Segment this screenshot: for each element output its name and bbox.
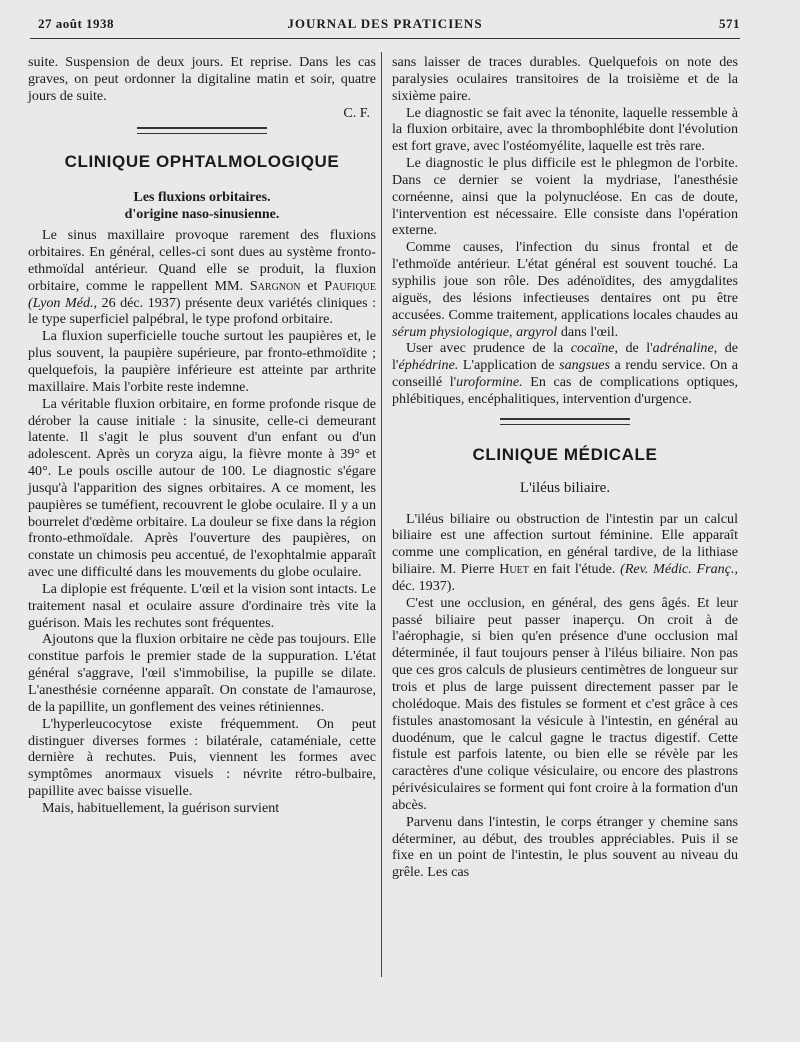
text-run: de l' — [392, 340, 739, 374]
text-run: Le sinus maxillaire provoque rarement des fluxions orbitaires. En général, celles-ci sont dues au système fronto-ethmoïdal antérieur. Quand elle se produit, la fluxion orbitaire, comme le rappellent MM. — [28, 227, 376, 294]
section-divider — [500, 418, 630, 425]
issue-date: 27 août 1938 — [38, 16, 115, 31]
paragraph-causes — [392, 239, 738, 340]
paragraph-ileus-1 — [392, 511, 738, 595]
text-run: En cas de complications optiques, phlébitiques, encéphalitiques, intervention d'urgence. — [392, 374, 738, 407]
paragraph-phlegmon: Le diagnostic le plus difficile est le phlegmon de l'orbite. Dans ce dernier se voient la mydriase, l'anesthésie cornéenne, ainsi que la polynucléose. En cas de doute, l'intervention est nécessaire. Elle consiste dans l'opération externe. — [392, 155, 738, 239]
paragraph-3: La véritable fluxion orbitaire, en forme profonde risque de dérober la cause initiale : la sinusite, celle-ci demeurant latente. Il s'agit le plus souvent d'un enfant ou d'un adolescent. Après un coryza aigu, la fièvre monte à 39° et 40°. Le pouls oscille autour de 100. Le diagnostic s'égare jusqu'à l'apparition des signes orbitaires. A ce moment, les paupières se tuméfient, recouvrent le globe oculaire. Il y a un bourrelet d'œdème orbitaire. La douleur se fixe dans la région fronto-ethmoïdale. Après l'ouverture des paupières, on constate un chimosis peu accentué, de l'exophtalmie apparaît avec une difficulté dans les mouvements du globe oculaire. — [28, 395, 376, 581]
journal-reference: (Rev. Médic. Franç., — [620, 561, 738, 578]
journal-title: JOURNAL DES PRATICIENS — [287, 16, 483, 31]
page-number: 571 — [719, 16, 740, 31]
section-title-medicale: CLINIQUE MÉDICALE — [472, 444, 658, 464]
text-run: de l' — [625, 340, 653, 357]
text-run: 26 déc. 1937) présente deux variétés cliniques : le type superficiel palpébral, le type profond orbitaire. — [28, 294, 376, 328]
italic-term: sérum physiologique, argyrol — [392, 323, 558, 340]
right-intro-paragraph: sans laisser de traces durables. Quelquefois on note des paralysies oculaires transitoires de la troisième et de la sixième paire. — [392, 54, 738, 104]
text-run: L'iléus biliaire ou obstruction de l'intestin par un calcul biliaire est une affection surtout féminine. Elle apparaît comme une complication, en général tardive, de la lithiase biliaire. M. Pierre — [392, 510, 738, 578]
paragraph-ileus-3: Parvenu dans l'intestin, le corps étranger y chemine sans déterminer, au début, des troubles appréciables. Puis il se fixe en un point de l'intestin, le plus souvent au niveau du grêle. Les cas — [392, 813, 738, 881]
paragraph-1 — [28, 227, 376, 328]
italic-term: uroformine. — [456, 374, 523, 391]
paragraph-6: L'hyperleucocytose existe fréquemment. On peut distinguer diverses formes : bilatérale, cataméniale, cette dernière à rechutes. Puis, viennent les formes avec symptômes anormaux visuels : névrite rétro-bulbaire, papillite avec baisse visuelle. — [28, 715, 376, 800]
text-run: Comme causes, l'infection du sinus frontal et de l'ethmoïde antérieur. L'état général est souvent touché. La syphilis joue son rôle. Des adénoïdites, des amygdalites aiguës, des lésions infectieuses dentaires ont pu être accusées. Comme traitement, applications locales chaudes au — [392, 239, 738, 323]
left-intro-paragraph: suite. Suspension de deux jours. Et reprise. Dans les cas graves, on peut ordonner la digitaline matin et soir, quatre jours de suite. — [28, 54, 376, 104]
italic-term: éphédrine. — [398, 357, 459, 374]
article-title-ileus: L'iléus biliaire. — [519, 479, 611, 496]
article-title-fluxions — [28, 189, 376, 223]
paragraph-5: Ajoutons que la fluxion orbitaire ne cède pas toujours. Elle constitue parfois le premier stade de la suppuration. L'état général s'aggrave, l'œil s'immobilise, la pupille se dilate. L'anesthésie cornéenne apparaît. On constate de l'amaurose, de la papillite, un gonflement des veines rétiniennes. — [28, 631, 376, 715]
journal-reference: (Lyon Méd., — [28, 294, 98, 311]
running-header — [30, 14, 740, 36]
header-rule — [30, 38, 740, 39]
author-name-paufique: Paufique — [324, 277, 377, 294]
article-title-line-2: d'origine naso-sinusienne. — [124, 207, 280, 223]
column-rule — [381, 52, 382, 977]
text-run: et — [307, 277, 318, 294]
paragraph-diagnostic: Le diagnostic se fait avec la ténonite, laquelle ressemble à la fluxion orbitaire, avec la thrombophlébite dont l'évolution est fort grave, avec l'ostéomyélite, laquelle est très rare. — [392, 104, 738, 155]
paragraph-ileus-2: C'est une occlusion, en général, des gens âgés. Et leur passé biliaire peut passer inaperçu. On croit à de l'aérophagie, si bien qu'en présence d'une occlusion mal déterminée, il faut toujours penser à l'iléus biliaire. Non pas que ces gros calculs de plusieurs centimètres de longueur sur trois et plus de large puissent directement passer par le cholédoque. Mais des fistules se forment et c'est grâce à ces fistules anastomosant la vésicule à l'intestin, en général au duodénum, que le calcul gagne le tractus digestif. Cette fistule est parfois latente, ou bien elle se révèle par les caractères d'une colique vésiculaire, ou encore des plastrons périvésiculaires se forment qui font croire à la formation d'un abcès. — [392, 594, 738, 813]
section-title-ophtalmologique: CLINIQUE OPHTALMOLOGIQUE — [64, 152, 340, 172]
text-run: déc. 1937). — [392, 577, 456, 594]
article-title-line-1: Les fluxions orbitaires. — [133, 190, 271, 206]
left-column — [28, 54, 376, 817]
text-run: L'application de — [462, 357, 555, 374]
signature: C. F. — [343, 104, 370, 121]
text-run: User avec prudence de la — [406, 340, 564, 357]
italic-term: adrénaline, — [652, 340, 718, 357]
text-run: a rendu service. On a conseillé l' — [392, 357, 738, 391]
paragraph-7: Mais, habituellement, la guérison survient — [42, 799, 280, 816]
paragraph-prudence — [392, 340, 738, 407]
section-divider — [137, 127, 267, 134]
italic-term: cocaïne, — [570, 340, 619, 357]
author-name-huet: Huet — [499, 561, 529, 578]
text-run: en fait l'étude. — [533, 561, 616, 578]
text-run: dans l'œil. — [560, 323, 619, 340]
paragraph-2: La fluxion superficielle touche surtout les paupières et, le plus souvent, la paupière supérieure, par fronto-ethmoïdite ; quelquefois, la paupière inférieure est atteinte par arthrite maxillaire. Mais l'orbite reste indemne. — [28, 328, 376, 395]
right-column — [392, 54, 738, 881]
paragraph-4: La diplopie est fréquente. L'œil et la vision sont intacts. Le traitement nasal et oculaire assure d'ordinaire très vite la guérison. Mais les rechutes sont fréquentes. — [28, 580, 376, 631]
author-name-sargnon: Sargnon — [249, 277, 301, 294]
italic-term: sangsues — [559, 357, 610, 374]
